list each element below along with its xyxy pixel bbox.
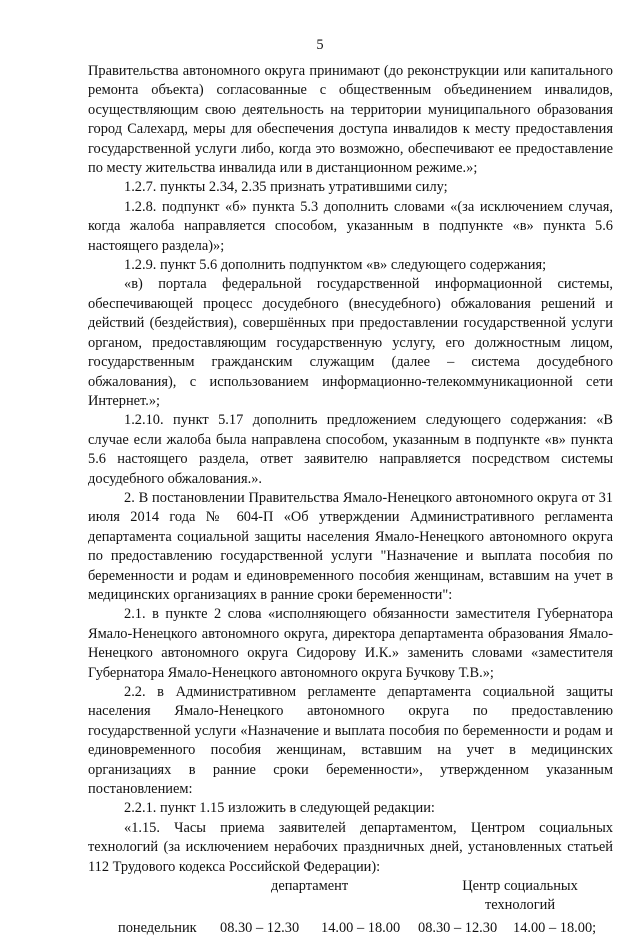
schedule-header-department: департамент [271,878,349,895]
schedule-header-center: Центр социальных технологий [462,878,578,914]
document-body [88,62,613,941]
paragraph: 1.2.8. подпункт «б» пункта 5.3 дополнить словами «(за исключением случая, когда жалоба направляется способом, указанным в подпункте «в» пункта 5.6 настоящего раздела)»; [88,198,613,254]
paragraph-list [88,62,613,877]
schedule-header [88,877,613,915]
paragraph: «1.15. Часы приема заявителей департаментом, Центром социальных технологий (за исключением нерабочих праздничных дней, установленных статьей 112 Трудового кодекса Российской Федерации): [88,819,613,875]
paragraph: 2.2.1. пункт 1.15 изложить в следующей редакции: [124,800,435,817]
paragraph: 1.2.10. пункт 5.17 дополнить предложением следующего содержания: «В случае если жалоба была направлена способом, указанным в подпункте «в» пункта 5.6 настоящего раздела, ответ заявителю направляется посредством системы досудебного обжалования.». [88,412,613,487]
schedule-time: 08.30 – 12.30 [220,920,300,937]
schedule-time: 14.00 – 18.00 [321,920,401,937]
paragraph: 2.1. в пункте 2 слова «исполняющего обязанности заместителя Губернатора Ямало-Ненецкого автономного округа, директора департамента образования Ямало-Ненецкого автономного округа Сидорову И.К.» заменить словами «заместителя Губернатора Ямало-Ненецкого автономного округа Бучкову Т.В.»; [88,606,613,681]
paragraph: 2.2. в Административном регламенте департамента социальной защиты населения Ямало-Ненецкого автономного округа по предоставлению государственной услуги «Назначение и выплата пособия по беременности и родам и единовременного пособия женщинам, вставшим на учет в медицинских организациях в ранние сроки беременности», утвержденном указанным постановлением: [88,684,613,798]
paragraph: 1.2.7. пункты 2.34, 2.35 признать утратившими силу; [124,179,448,196]
schedule-time: 14.00 – 18.00; [513,920,597,937]
paragraph: «в) портала федеральной государственной информационной системы, обеспечивающей процесс досудебного (внесудебного) обжалования решений и действий (бездействия), совершённых при предоставлении государственной услуги органом, предоставляющим государственную услугу, его должностным лицом, государственным гражданским служащим (далее – система досудебного обжалования), с использованием информационно-телекоммуникационной сети Интернет.»; [88,276,613,409]
schedule-row [88,919,613,941]
page-number: 5 [316,37,324,53]
paragraph: 1.2.9. пункт 5.6 дополнить подпунктом «в» следующего содержания; [124,257,547,274]
schedule-time: 08.30 – 12.30 [418,920,498,937]
paragraph: Правительства автономного округа принимают (до реконструкции или капитального ремонта объекта) согласованные с общественным объединением инвалидов, осуществляющим свою деятельность на территории муниципального образования город Салехард, меры для обеспечения доступа инвалидов к месту предоставления государственной услуги либо, когда это возможно, обеспечивают ее предоставление по месту жительства инвалида или в дистанционном режиме.»; [88,63,613,177]
schedule-day: понедельник [118,920,197,937]
paragraph: 2. В постановлении Правительства Ямало-Ненецкого автономного округа от 31 июля 2014 года № 604-П «Об утверждении Административного регламента департамента социальной защиты населения Ямало-Ненецкого автономного округа по предоставлению государственной услуги "Назначение и выплата пособия по беременности и родам и единовременного пособия женщинам, вставшим на учет в медицинских организациях в ранние сроки беременности": [88,489,613,603]
